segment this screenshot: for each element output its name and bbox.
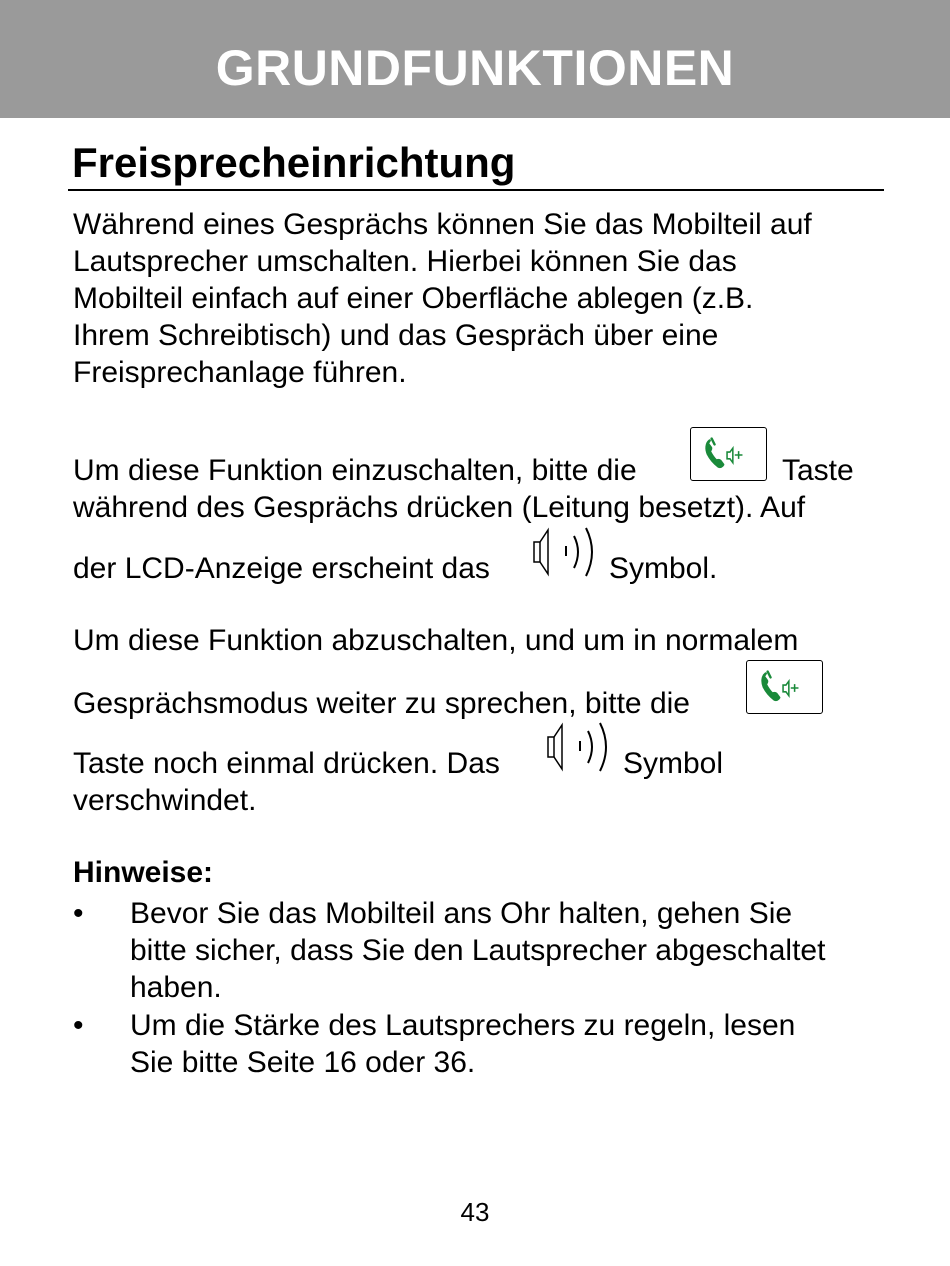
enable-line-end: Symbol. <box>609 552 718 585</box>
note-line: Sie bitte Seite 16 oder 36. <box>130 1046 476 1079</box>
speaker-symbol-graphic <box>544 719 610 775</box>
disable-line: verschwindet. <box>73 784 257 817</box>
intro-line: Während eines Gesprächs können Sie das Mobilteil auf <box>73 208 812 241</box>
page-number: 43 <box>460 1197 490 1227</box>
intro-line: Ihrem Schreibtisch) und das Gespräch über eine <box>73 319 719 352</box>
note-line: haben. <box>130 971 222 1004</box>
note-line: bitte sicher, dass Sie den Lautsprecher abgeschaltet <box>130 934 826 967</box>
note-line: Bevor Sie das Mobilteil ans Ohr halten, gehen Sie <box>130 897 793 930</box>
header-band <box>0 0 950 118</box>
intro-line: Freisprechanlage führen. <box>73 356 407 389</box>
speaker-symbol-graphic <box>530 524 596 580</box>
note-line: Um die Stärke des Lautsprechers zu regeln, lesen <box>130 1009 796 1042</box>
enable-line: der LCD-Anzeige erscheint das <box>73 552 490 585</box>
handsfree-key-graphic <box>691 428 766 480</box>
disable-line-end: Symbol <box>623 747 724 780</box>
speaker-symbol-icon <box>544 719 610 775</box>
enable-line: während des Gesprächs drücken (Leitung besetzt). Auf <box>73 491 806 524</box>
handsfree-key-icon <box>690 427 767 481</box>
handsfree-key-icon <box>746 660 823 714</box>
handsfree-key-graphic <box>747 661 822 713</box>
enable-line: Um diese Funktion einzuschalten, bitte die <box>73 454 637 487</box>
disable-line: Gesprächsmodus weiter zu sprechen, bitte die <box>73 687 690 720</box>
section-divider <box>68 189 884 191</box>
disable-line: Taste noch einmal drücken. Das <box>73 747 500 780</box>
bullet-marker: • <box>73 897 84 930</box>
disable-line: Um diese Funktion abzuschalten, und um in normalem <box>73 624 799 657</box>
enable-line-end: Taste <box>782 454 854 487</box>
intro-line: Mobilteil einfach auf einer Oberfläche ablegen (z.B. <box>73 282 754 315</box>
notes-heading: Hinweise: <box>73 856 214 889</box>
chapter-title: GRUNDFUNKTIONEN <box>215 40 735 96</box>
intro-line: Lautsprecher umschalten. Hierbei können Sie das <box>73 245 737 278</box>
bullet-marker: • <box>73 1009 84 1042</box>
speaker-symbol-icon <box>530 524 596 580</box>
section-title: Freisprecheinrichtung <box>72 139 516 186</box>
